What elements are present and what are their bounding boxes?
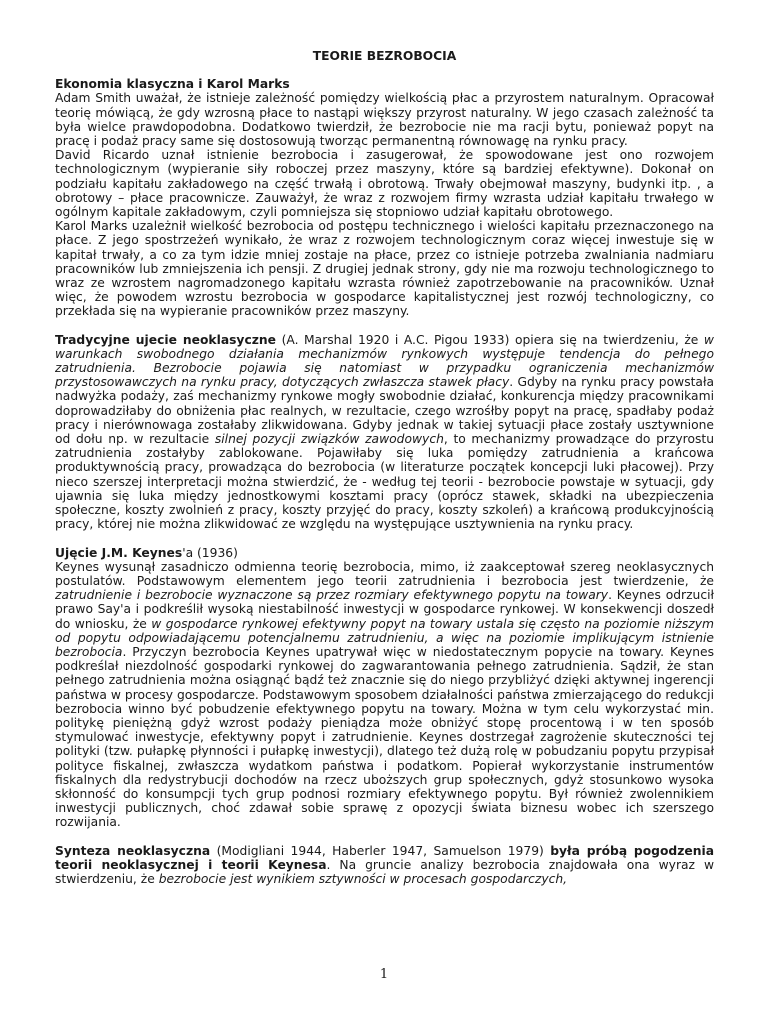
text-run: Keynes wysunął zasadniczo odmienna teorię bezrobocia, mimo, iż zaakceptował szereg neoklasycznych postulatów. Podstawowym elementem jego teorii zatrudnienia i bezrobocia jest twierdzenie, że: [55, 559, 714, 588]
document-title: TEORIE BEZROBOCIA: [312, 49, 457, 63]
italic-run: silnej pozycji związków zawodowych: [214, 432, 444, 447]
paragraph: Adam Smith uważał, że istnieje zależność pomiędzy wielkością płac a przyrostem naturalnym. Opracował teorię mówiącą, że gdy wzrosną płace to nastąpi większy przyrost naturalny. W jego czasach zależność ta była wielce prawdopodobna. Dodatkowo twierdził, że bezrobocie nie ma racji bytu, ponieważ popyt na pracę i podaż pracy same się dostosowują tworząc permanentną równowagę na rynku pracy.: [55, 91, 714, 149]
section-heading-line: [55, 546, 714, 560]
heading-suffix: 'a (1936): [182, 545, 238, 560]
italic-run: w gospodarce rynkowej efektywny popyt na towary ustala się często na poziomie niższym od popytu odpowiadającemu potencjalnemu zatrudnieniu, a więc na poziomie implikującym istnienie bezrobocia: [55, 616, 714, 659]
italic-run: w warunkach swobodnego działania mechanizmów rynkowych występuje tendencja do pełnego zatrudnienia. Bezrobocie pojawia się natomiast w przypadku ograniczenia mechanizmów przystosowawczych na rynku pracy, dotyczących zwłaszcza stawek płacy: [55, 332, 714, 390]
section-keynes: [55, 546, 714, 830]
section-heading: Tradycyjne ujecie neoklasyczne: [55, 332, 276, 347]
italic-run: zatrudnienie i bezrobocie wyznaczone są przez rozmiary efektywnego popytu na towary: [55, 588, 609, 603]
document-page: [55, 49, 714, 886]
text-run: . Przyczyn bezrobocia Keynes upatrywał więc w niedostatecznym popycie na towary. Keynes podkreślał niezdolność gospodarki rynkowej do zagwarantowania pełnego zatrudnienia. Sądził, że stan pełnego zatrudnienia można osiągnąć bądź też znacznie się do niego przybliżyć dzięki aktywnej ingerencji państwa w procesy gospodarcze. Podstawowym sposobem działalności państwa zmierzającego do redukcji bezrobocia winno być pobudzenie efektywnego popytu na towary. Można w tym celu wykorzystać min. politykę pieniężną gdyż wzrost podaży pieniądza może obniżyć stopę procentową i w ten sposób stymulować inwestycje, efektywny popyt i zatrudnienie. Keynes dostrzegał zagrożenie skuteczności tej polityki (tzw. pułapkę płynności i pułapkę inwestycji), dlatego też dużą rolę w pobudzaniu popytu przypisał polityce fiskalnej, zwłaszcza wydatkom państwa i podatkom. Popierał wykorzystanie instrumentów fiskalnych dla redystrybucji dochodów na rzecz uboższych grup społecznych, gdyż stosunkowo wysoka skłonność do konsumpcji tych grup podnosi rozmiary efektywnego popytu. Był również zwolennikiem inwestycji publicznych, choć zdawał sobie sprawę z opozycji świata biznesu wobec ich szerszego rozwijania.: [55, 644, 714, 830]
paragraph: Karol Marks uzależnił wielkość bezrobocia od postępu technicznego i wielości kapitału przeznaczonego na płace. Z jego spostrzeżeń wynikało, że wraz z rozwojem technologicznym coraz więcej inwestuje się w kapitał trwały, a co za tym idzie mniej zostaje na płace, przez co istnieje potrzeba zwalniania nadmiaru pracowników lub zmniejszenia ich pensji. Z drugiej jednak strony, gdy nie ma rozwoju technologicznego to wraz ze wzrostem nagromadzonego kapitału wzrasta również zapotrzebowanie na pracowników. Uznał więc, że powodem wzrostu bezrobocia w gospodarce kapitalistycznej jest rozwój technologiczny, co przekłada się na wypieranie pracowników przez maszyny.: [55, 219, 714, 319]
text-run: . Gdyby na rynku pracy powstała nadwyżka podaży, zaś mechanizmy rynkowe mogły swobodnie działać, konkurencja między pracownikami doprowadziłaby do obniżenia płac realnych, w rezultacie, czego wzrośłby popyt na pracę, spadłaby podaż pracy i nierównowaga zostałaby zlikwidowana. Gdyby jednak w takiej sytuacji płace zostały usztywnione od dołu np. w rezultacie: [55, 375, 714, 447]
bold-run: była próbą pogodzenia teorii neoklasycznej i teorii Keynesa: [55, 843, 714, 872]
paragraph: David Ricardo uznał istnienie bezrobocia i zasugerował, że spowodowane jest ono rozwojem technologicznym (wypieranie siły roboczej przez maszyny, które są bardziej efektywne). Dokonał on podziału kapitału zakładowego na część trwałą i obrotową. Trwały obejmował maszyny, budynki itp. , a obrotowy – płace pracownicze. Zauważył, że wraz z rozwojem firmy wzrasta udział kapitału trwałego w ogólnym kapitale zakładowym, czyli pomniejsza się stopniowo udział kapitału obrotowego.: [55, 148, 714, 220]
paragraph: [55, 333, 714, 532]
text-run: (Modigliani 1944, Haberler 1947, Samuelson 1979): [210, 843, 551, 858]
text-run: . Na gruncie analizy bezrobocia znajdowała ona wyraz w stwierdzeniu, że: [55, 857, 714, 886]
section-heading: Ekonomia klasyczna i Karol Marks: [55, 77, 290, 92]
italic-run: bezrobocie jest wynikiem sztywności w procesach gospodarczych,: [158, 871, 568, 886]
text-run: . Keynes odrzucił prawo Say'a i podkreślił wysoką niestabilność inwestycji w gospodarce rynkowej. W konsekwencji doszedł do wniosku, że: [55, 588, 714, 631]
section-heading: Synteza neoklasyczna: [55, 843, 211, 858]
text-run: , to mechanizmy prowadzące do przyrostu zatrudnienia zostałyby zablokowane. Pojawiłaby się luka pomiędzy zatrudnienia a krańcowa produktywnością pracy, prowadząca do bezrobocia (w literaturze początek koncepcji luki płacowej). Przy nieco szerszej interpretacji można stwierdzić, że - według tej teorii - bezrobocie powstaje w sytuacji, gdy ujawnia się luka między jednostkowymi kosztami pracy (oprócz stawek, składki na ubezpieczenia społeczne, koszty zwolnień z pracy, koszty przyjęć do pracy, koszty szkoleń) a krańcową produkcyjnością pracy, której nie można zlikwidować ze względu na występujące usztywnienia na rynku pracy.: [55, 432, 715, 532]
paragraph: [55, 844, 714, 887]
page-number: 1: [379, 967, 389, 982]
section-heading: Ujęcie J.M. Keynes: [55, 545, 183, 560]
text-run: (A. Marshal 1920 i A.C. Pigou 1933) opiera się na twierdzeniu, że: [276, 332, 704, 347]
section-neoclassical: [55, 333, 714, 532]
section-synthesis: [55, 844, 714, 887]
section-classical: [55, 77, 714, 318]
paragraph: [55, 560, 714, 830]
